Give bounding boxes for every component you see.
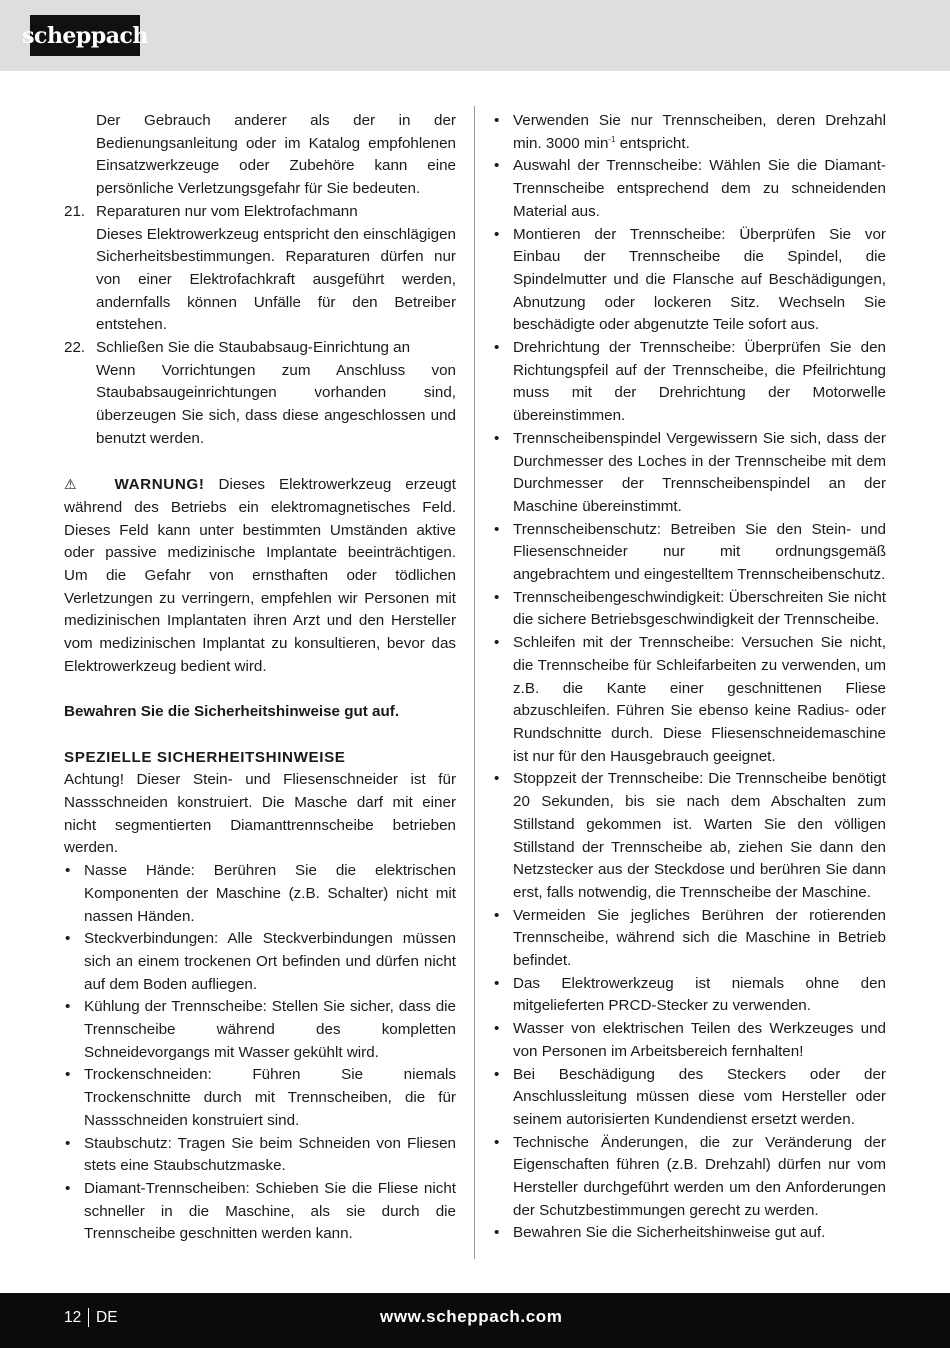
- section-intro: Achtung! Dieser Stein- und Fliesenschneider ist für Nassschneiden konstruiert. Die Masche darf mit einer nicht segmentierten Diamanttrennscheibe betrieben werden.: [64, 771, 456, 857]
- list-item: • Montieren der Trennscheibe: Überprüfen Sie vor Einbau der Trennscheibe die Spindel, die Spindelmutter und die Flansche auf Beschädigungen, Abnutzung oder lockeren Sitz. Wechseln Sie beschädigte oder abgenutzte Teile sofort aus.: [493, 224, 886, 338]
- page-number: 12: [64, 1309, 82, 1326]
- list-item: • Steckverbindungen: Alle Steckverbindungen müssen sich an einem trockenen Ort befinden und dürfen nicht auf dem Boden aufliegen.: [64, 928, 456, 996]
- speed-text: Verwenden Sie nur Trennscheiben, deren Drehzahl min. 3000 min: [513, 112, 886, 152]
- list-item: • Technische Änderungen, die zur Veränderung der Eigenschaften führen (z.B. Drehzahl) dürfen nur vom Hersteller durchgeführt werden um den Anforderungen der Schutzbestimmungen gerecht zu werden.: [493, 1132, 886, 1223]
- list-item: • Schleifen mit der Trennscheibe: Versuchen Sie nicht, die Trennscheibe für Schleifarbeiten zu verwenden, um z.B. die Kante einer geschnittenen Fliese abzuschleifen. Führen Sie ebenso keine Radius- oder Rundschnitte durch. Diese Fliesenschneidemaschine ist nur für den Hausgebrauch geeignet.: [493, 632, 886, 768]
- section-heading: SPEZIELLE SICHERHEITSHINWEISE: [64, 748, 346, 766]
- warning-label: WARNUNG!: [114, 476, 205, 494]
- scheppach-logo: scheppach: [30, 15, 140, 56]
- item-21-title: Reparaturen nur vom Elektrofachmann: [96, 202, 358, 220]
- list-item: • Trennscheibenschutz: Betreiben Sie den Stein- und Fliesenschneider nur mit ordnungsgemäß angebrachtem und eingestelltem Trennscheibenschutz.: [493, 519, 886, 587]
- item-22: [64, 337, 456, 451]
- item-22-body: Wenn Vorrichtungen zum Anschluss von Staubabsaugeinrichtungen vorhanden sind, überzeugen Sie sich, dass diese angeschlossen und benutzt werden.: [96, 361, 456, 447]
- keep-instructions-note: Bewahren Sie die Sicherheitshinweise gut auf.: [64, 703, 400, 721]
- list-item: • Bei Beschädigung des Steckers oder der Anschlussleitung müssen diese vom Hersteller oder seinem autorisierten Kundendienst ersetzt werden.: [493, 1064, 886, 1132]
- list-item: [493, 110, 886, 155]
- list-item: • Trockenschneiden: Führen Sie niemals Trockenschnitte durch mit Trennscheiben, die für Nassschneiden konstruiert sind.: [64, 1064, 456, 1132]
- list-item: • Kühlung der Trennscheibe: Stellen Sie sicher, dass die Trennscheibe während des kompletten Schneidevorgangs mit Wasser gekühlt wird.: [64, 996, 456, 1064]
- language-code: DE: [96, 1309, 118, 1326]
- item-21: [64, 201, 456, 337]
- list-item: • Nasse Hände: Berühren Sie die elektrischen Komponenten der Maschine (z.B. Schalter) nicht mit nassen Händen.: [64, 860, 456, 928]
- website-url: www.scheppach.com: [380, 1307, 563, 1326]
- item-21-number: 21.: [64, 202, 86, 220]
- item-21-body: Dieses Elektrowerkzeug entspricht den einschlägigen Sicherheitsbestimmungen. Reparaturen dürfen nur von einer Elektrofachkraft ausgeführt werden, andernfalls können Unfälle für den Betreiber entstehen.: [96, 225, 456, 334]
- left-column: [64, 110, 456, 1246]
- list-item: • Drehrichtung der Trennscheibe: Überprüfen Sie den Richtungspfeil auf der Trennscheibe, die Pfeilrichtung muss mit der Drehrichtung der Motorwelle übereinstimmen.: [493, 337, 886, 428]
- speed-text-end: entspricht.: [615, 134, 690, 152]
- warning-paragraph: [64, 473, 456, 678]
- left-bullet-list: [64, 860, 456, 1246]
- list-item: • Stoppzeit der Trennscheibe: Die Trennscheibe benötigt 20 Sekunden, bis sie nach dem Abschalten zum Stillstand gekommen ist. Warten Sie den völligen Stillstand der Trennscheibe ab, ziehen Sie dann den Netzstecker aus der Steckdose und berühren Sie dann erst, falls notwendig, die Trennscheibe der Maschine.: [493, 768, 886, 904]
- list-item: • Diamant-Trennscheiben: Schieben Sie die Fliese nicht schneller in die Maschine, als sie durch die Trennscheibe geschnitten werden kann.: [64, 1178, 456, 1246]
- list-item: • Trennscheibengeschwindigkeit: Überschreiten Sie nicht die sichere Betriebsgeschwindigkeit der Trennscheibe.: [493, 587, 886, 632]
- column-divider: [474, 106, 475, 1259]
- list-item: • Trennscheibenspindel Vergewissern Sie sich, dass der Durchmesser des Loches in der Trennscheibe mit dem Durchmesser der Trennscheibenspindel an der Maschine übereinstimmt.: [493, 428, 886, 519]
- list-item: • Bewahren Sie die Sicherheitshinweise gut auf.: [493, 1222, 886, 1245]
- list-item: • Wasser von elektrischen Teilen des Werkzeuges und von Personen im Arbeitsbereich fernhalten!: [493, 1018, 886, 1063]
- intro-paragraph: Der Gebrauch anderer als der in der Bedienungsanleitung oder im Katalog empfohlenen Einsatzwerkzeuge oder Zubehöre kann eine persönliche Verletzungsgefahr für Sie bedeuten.: [96, 112, 456, 198]
- page-footer: [0, 1293, 950, 1348]
- list-item: • Auswahl der Trennscheibe: Wählen Sie die Diamant-Trennscheibe entsprechend dem zu schneidenden Material aus.: [493, 155, 886, 223]
- list-item: • Vermeiden Sie jegliches Berühren der rotierenden Trennscheibe, während sich die Maschine in Betrieb befindet.: [493, 905, 886, 973]
- item-22-number: 22.: [64, 339, 86, 357]
- item-22-title: Schließen Sie die Staubabsaug-Einrichtung an: [96, 339, 411, 357]
- right-column: [493, 110, 886, 1245]
- right-bullet-list: [493, 110, 886, 1245]
- footer-separator: [88, 1308, 89, 1327]
- warning-triangle-icon: ⚠: [64, 476, 87, 493]
- page-header: [0, 0, 950, 71]
- list-item: • Das Elektrowerkzeug ist niemals ohne den mitgelieferten PRCD-Stecker zu verwenden.: [493, 973, 886, 1018]
- speed-exponent: -1: [608, 134, 616, 144]
- warning-text: Dieses Elektrowerkzeug erzeugt während des Betriebs ein elektromagnetisches Feld. Dieses Feld kann unter bestimmten Umständen aktive oder passive medizinische Implantate beeinträchtigen. Um die Gefahr von ernsthaften oder tödlichen Verletzungen zu verringern, empfehlen wir Personen mit medizinischen Implantaten ihren Arzt und den Hersteller vom medizinischen Implantat zu konsultieren, bevor das Elektrowerkzeug bedient wird.: [64, 476, 456, 675]
- list-item: • Staubschutz: Tragen Sie beim Schneiden von Fliesen stets eine Staubschutzmaske.: [64, 1133, 456, 1178]
